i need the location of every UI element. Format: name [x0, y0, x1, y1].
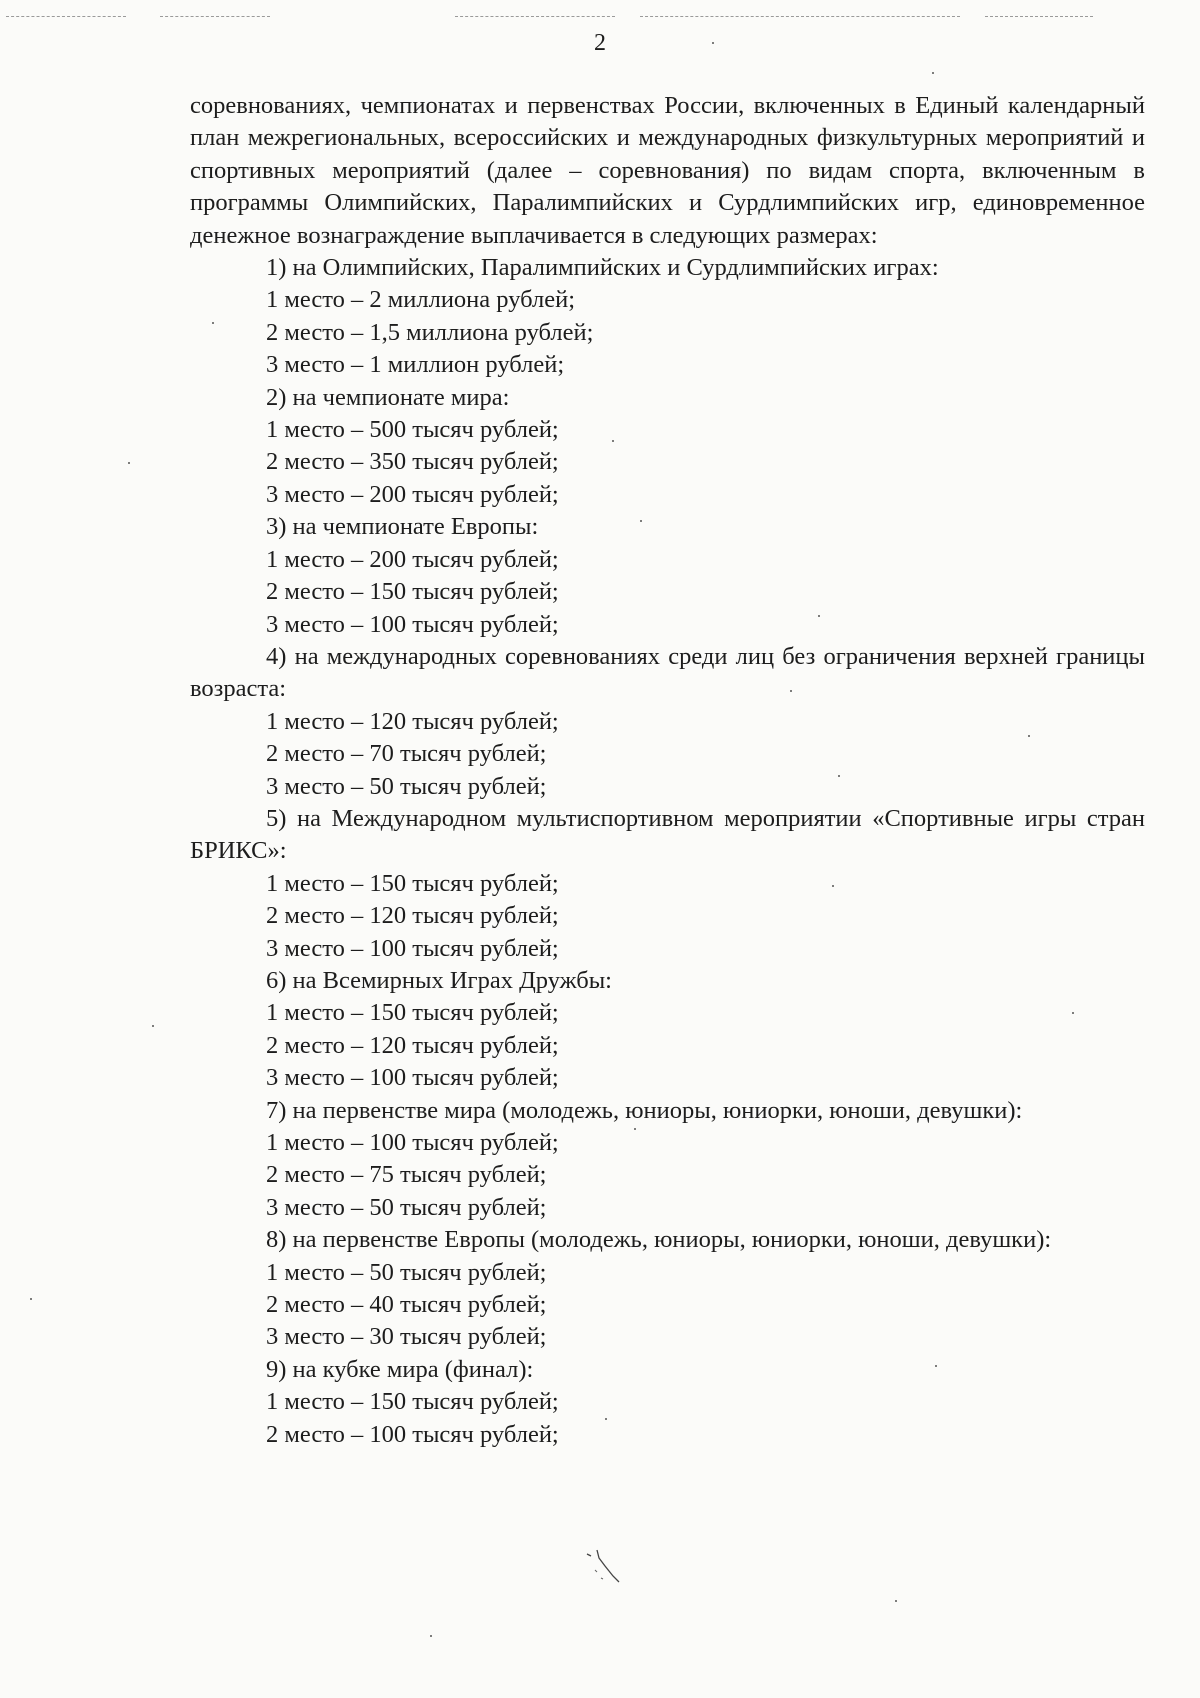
award-amount-item: 2 место – 75 тысяч рублей; — [266, 1161, 547, 1189]
scan-speck — [30, 1298, 32, 1300]
section-heading: 6) на Всемирных Играх Дружбы: — [266, 966, 612, 994]
scan-speck — [935, 1365, 937, 1367]
award-amount-item: 2 место – 70 тысяч рублей; — [266, 740, 547, 768]
section-heading: 7) на первенстве мира (молодежь, юниоры, юниорки, юноши, девушки): — [266, 1096, 1023, 1124]
scan-speck — [634, 1128, 636, 1130]
scan-speck — [128, 462, 130, 464]
award-sections — [190, 252, 1145, 1451]
scan-speck — [640, 520, 642, 522]
award-amount-item: 2 место – 120 тысяч рублей; — [266, 1031, 559, 1059]
award-amount-item: 3 место – 50 тысяч рублей; — [266, 772, 547, 800]
scan-speck — [212, 322, 214, 324]
award-amount-item: 3 место – 30 тысяч рублей; — [266, 1323, 547, 1351]
scan-speck — [605, 1418, 607, 1420]
award-amount-item: 1 место – 120 тысяч рублей; — [266, 707, 559, 735]
award-amount-item: 3 место – 100 тысяч рублей; — [266, 610, 559, 638]
scan-scribble — [585, 1548, 625, 1588]
intro-paragraph: соревнованиях, чемпионатах и первенствах России, включенных в Единый календарный план межрегиональных, всероссийских и международных физкультурных мероприятий и спортивных мероприятий (далее – соревнования) по видам спорта, включенным в программы Олимпийских, Паралимпийских и Сурдлимпийских игр, единовременное денежное вознаграждение выплачивается в следующих размерах: — [190, 92, 1145, 249]
award-amount-item: 2 место – 40 тысяч рублей; — [266, 1291, 547, 1319]
award-amount-item: 1 место – 100 тысяч рублей; — [266, 1129, 559, 1156]
section-heading: 4) на международных соревнованиях среди лиц без ограничения верхней границы возраста: — [190, 642, 1145, 703]
scan-speck — [152, 1025, 154, 1027]
page-number: 2 — [594, 30, 606, 56]
scan-speck — [818, 615, 820, 617]
scan-speck — [838, 775, 840, 777]
section-heading: 2) на чемпионате мира: — [266, 383, 510, 411]
award-amount-item: 2 место – 350 тысяч рублей; — [266, 448, 559, 476]
award-amount-item: 3 место – 100 тысяч рублей; — [266, 934, 559, 962]
scan-top-edge — [0, 0, 1200, 22]
award-amount-item: 3 место – 200 тысяч рублей; — [266, 480, 559, 508]
section-heading: 8) на первенстве Европы (молодежь, юниоры, юниорки, юноши, девушки): — [266, 1226, 1052, 1254]
award-amount-item: 2 место – 120 тысяч рублей; — [266, 902, 559, 930]
scan-speck — [612, 440, 614, 442]
scan-speck — [932, 72, 934, 74]
scan-speck — [712, 42, 714, 44]
scan-speck — [832, 885, 834, 887]
award-amount-item: 3 место – 100 тысяч рублей; — [266, 1064, 559, 1092]
scan-speck — [895, 1600, 897, 1602]
award-amount-item: 1 место – 150 тысяч рублей; — [266, 999, 559, 1027]
section-heading: 1) на Олимпийских, Паралимпийских и Сурдлимпийских играх: — [266, 254, 939, 282]
award-amount-item: 1 место – 50 тысяч рублей; — [266, 1258, 547, 1286]
award-amount-item: 1 место – 2 миллиона рублей; — [266, 286, 576, 314]
scan-speck — [1072, 1012, 1074, 1014]
award-amount-item: 2 место – 1,5 миллиона рублей; — [266, 318, 594, 346]
award-amount-item: 3 место – 1 миллион рублей; — [266, 351, 565, 379]
section-heading: 9) на кубке мира (финал): — [266, 1355, 534, 1383]
scan-speck — [1028, 735, 1030, 737]
award-amount-item: 1 место – 150 тысяч рублей; — [266, 1388, 559, 1416]
scan-speck — [790, 690, 792, 692]
award-amount-item: 2 место – 150 тысяч рублей; — [266, 578, 559, 606]
award-amount-item: 1 место – 200 тысяч рублей; — [266, 545, 559, 573]
award-amount-item: 2 место – 100 тысяч рублей; — [266, 1420, 559, 1448]
award-amount-item: 3 место – 50 тысяч рублей; — [266, 1193, 547, 1221]
award-amount-item: 1 место – 500 тысяч рублей; — [266, 416, 559, 444]
document-body — [190, 90, 1145, 1451]
section-heading: 5) на Международном мультиспортивном мероприятии «Спортивные игры стран БРИКС»: — [190, 804, 1145, 865]
section-heading: 3) на чемпионате Европы: — [266, 513, 539, 541]
award-amount-item: 1 место – 150 тысяч рублей; — [266, 869, 559, 897]
scan-speck — [430, 1635, 432, 1637]
